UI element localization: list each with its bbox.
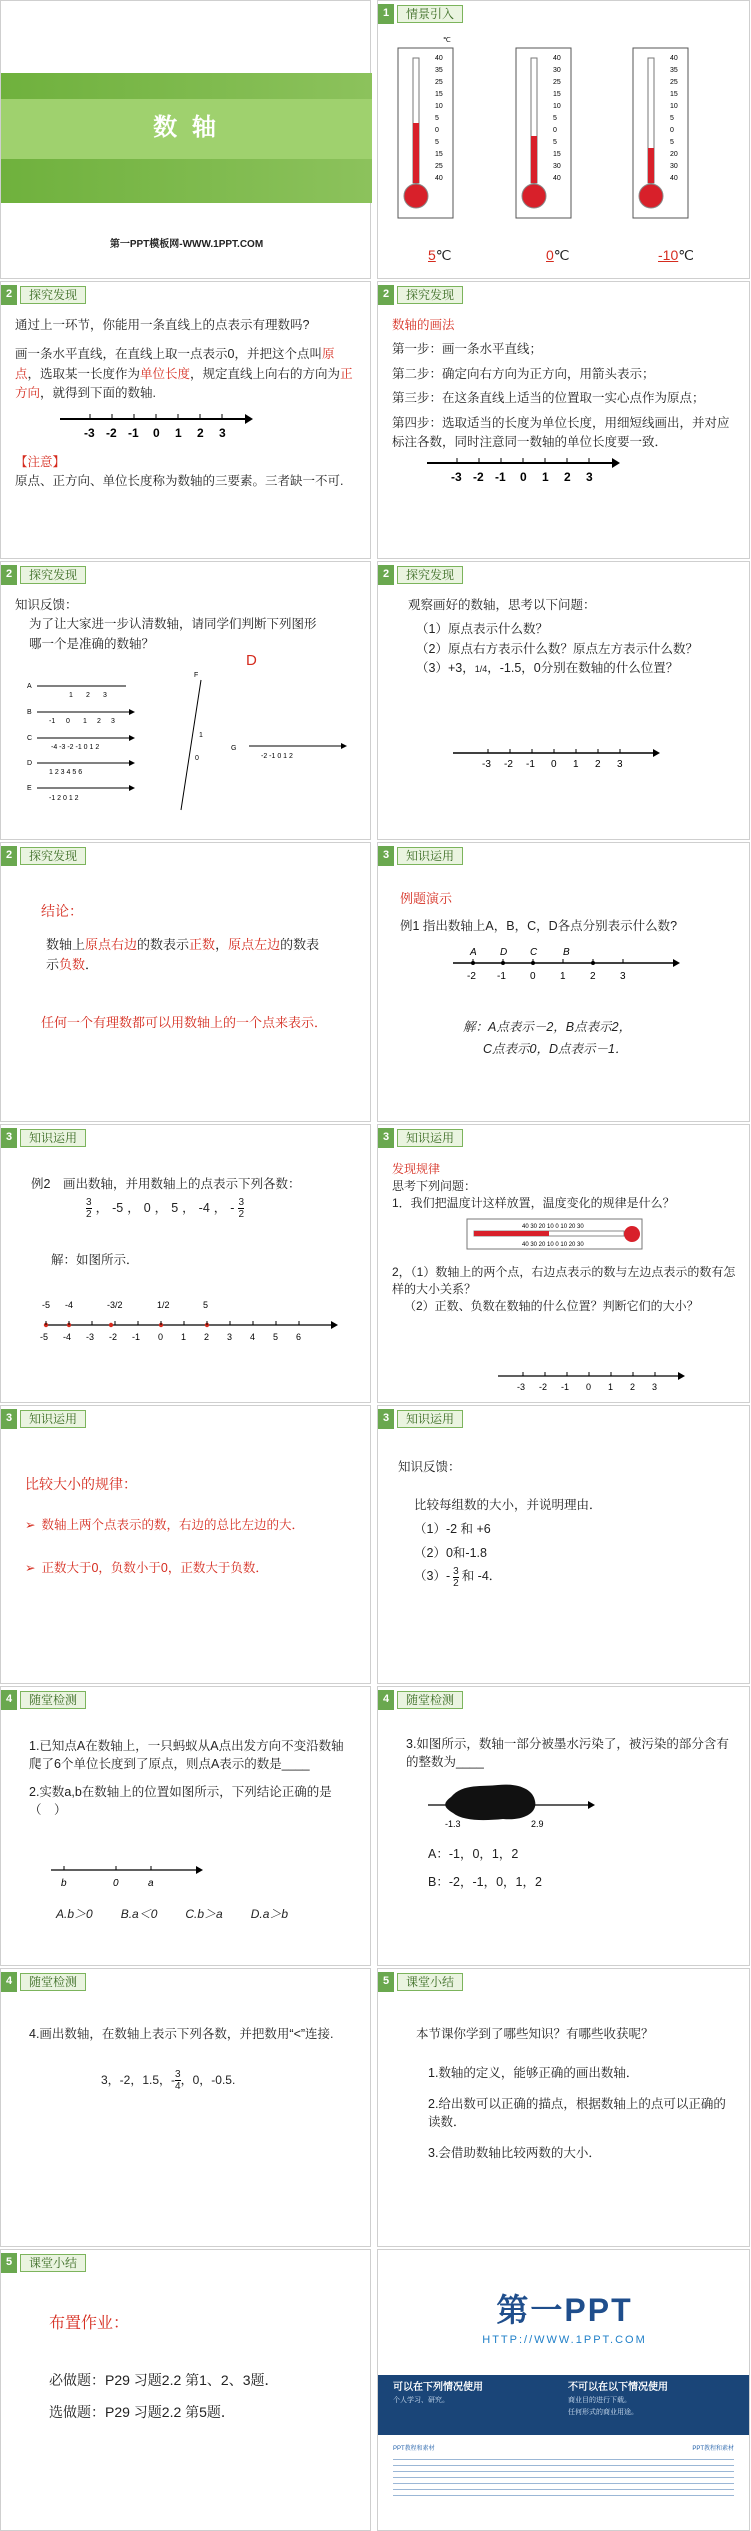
svg-text:35: 35 (435, 67, 443, 74)
label-right: 2.9 (531, 1819, 544, 1829)
tick-label: -2 (467, 971, 476, 982)
svg-text:25: 25 (435, 163, 443, 170)
point-2: 2.给出数可以正确的描点，根据数轴上的点可以正确的读数． (428, 2096, 726, 2130)
unit-label: ℃ (443, 37, 451, 44)
tick-label: 2 (590, 971, 596, 982)
brand-url[interactable]: HTTP://WWW.1PPT.COM (482, 2334, 647, 2346)
tick-label: 3 (219, 425, 226, 440)
option-c-label: C (27, 735, 33, 742)
point-1: 1.数轴的定义，能够正确的画出数轴． (428, 2065, 639, 2080)
section-tag: 探究发现 (20, 286, 86, 304)
svg-text:-4 -3 -2 -1 0 1 2: -4 -3 -2 -1 0 1 2 (51, 744, 100, 751)
section-number: 2 (1, 565, 17, 585)
number-line (55, 409, 255, 447)
tick-label: 3 (586, 470, 593, 485)
tick-label: 2 (630, 1382, 636, 1392)
section-number: 2 (1, 846, 17, 866)
tick-label: 0 (520, 470, 527, 485)
intro: 思考下列问题： (392, 1178, 477, 1193)
rule-1: ➢ 数轴上两个点表示的数，右边的总比左边的大． (25, 1518, 304, 1532)
svg-text:25: 25 (670, 79, 678, 86)
section-tag: 随堂检测 (20, 1973, 86, 1991)
cannot-use-2: 任何形式的商业用途。 (568, 2409, 638, 2416)
svg-text:0: 0 (435, 127, 439, 134)
svg-text:1 2 3 4 5 6: 1 2 3 4 5 6 (49, 769, 83, 776)
question: 3.如图所示，数轴一部分被墨水污染了，被污染的部分含有的整数为____ (406, 1737, 729, 1770)
option-f-label: F (194, 672, 199, 679)
tick-label: 3 (652, 1382, 658, 1392)
slide-feedback-2 (377, 1405, 750, 1684)
svg-text:-1: -1 (49, 718, 56, 725)
section-number: 2 (378, 285, 394, 305)
point-label: A (470, 947, 477, 958)
brand-logo: 第一PPT (496, 2292, 633, 2328)
can-use-heading: 可以在下列情况使用 (393, 2382, 483, 2393)
tick-label: 0 (551, 759, 557, 770)
answer-2: C点表示0，D点表示－1． (483, 1042, 628, 1056)
heading: 发现规律 (392, 1162, 441, 1176)
point-label: 1/2 (157, 1300, 170, 1310)
option-a[interactable]: A.b＞0 (56, 1907, 93, 1921)
section-tag: 探究发现 (397, 286, 463, 304)
svg-text:0: 0 (670, 127, 674, 134)
section-tag: 课堂小结 (397, 1973, 463, 1991)
option-g-label: G (231, 745, 237, 752)
tick-label: 3 (620, 971, 626, 982)
heading: 结论： (41, 903, 83, 919)
svg-text:15: 15 (670, 91, 678, 98)
question: 通过上一环节，你能用一条直线上的点表示有理数吗? (15, 318, 310, 332)
section-tag: 知识运用 (397, 1410, 463, 1428)
section-tag: 课堂小结 (20, 2254, 86, 2272)
tick-label: -2 (504, 759, 513, 770)
tick-label: 2 (197, 425, 204, 440)
slide-brand (377, 2249, 750, 2531)
slide-feedback-1 (0, 561, 371, 840)
tick-label: -5 (40, 1332, 49, 1342)
section-tag: 探究发现 (397, 566, 463, 584)
tick-label: -1 (561, 1382, 570, 1392)
svg-text:1: 1 (199, 732, 203, 739)
tick-label: -3 (84, 425, 95, 440)
tick-label: -2 (106, 425, 117, 440)
note-text: 原点、正方向、单位长度称为数轴的三要素。三者缺一不可. (15, 474, 344, 489)
svg-text:5: 5 (553, 139, 557, 146)
section-number: 3 (378, 1128, 394, 1148)
tick-label: 4 (250, 1332, 256, 1342)
tick-label: 1 (608, 1382, 614, 1392)
ink-stained-number-line (423, 1777, 603, 1832)
horizontal-thermometer (462, 1215, 662, 1255)
section-tag: 知识运用 (397, 1129, 463, 1147)
svg-text:40: 40 (553, 175, 561, 182)
q2: （2）原点右方表示什么数？原点左方表示什么数？ (416, 641, 698, 656)
point-label: 5 (203, 1300, 209, 1310)
svg-text:1: 1 (83, 718, 87, 725)
section-tag: 探究发现 (20, 566, 86, 584)
svg-text:40 30 20 10 0 10 20 30: 40 30 20 10 0 10 20 30 (522, 1242, 584, 1249)
cannot-use-heading: 不可以在以下情况使用 (568, 2382, 668, 2393)
svg-text:40: 40 (553, 55, 561, 62)
number-line (46, 1862, 206, 1898)
note-label: 【注意】 (15, 454, 66, 469)
slide-title (0, 0, 371, 279)
tick-label: 3 (227, 1332, 233, 1342)
svg-text:15: 15 (435, 151, 443, 158)
question: 为了让大家进一步认清数轴，请同学们判断下列图形哪一个是准确的数轴？ (29, 617, 317, 651)
section-tag: 随堂检测 (397, 1691, 463, 1709)
optional-homework: 选做题：P29 习题2.2 第5题． (49, 2404, 235, 2420)
svg-text:-2 -1 0 1 2: -2 -1 0 1 2 (261, 753, 293, 760)
number-line (448, 747, 668, 777)
tick-label: -4 (63, 1332, 72, 1342)
temp-reading-2: 0℃ (546, 247, 570, 263)
rule-2: ➢ 正数大于0，负数小于0，正数大于负数． (25, 1561, 268, 1575)
heading: 知识反馈： (398, 1460, 461, 1474)
options (56, 1905, 288, 1924)
temp-reading-1: 5℃ (428, 247, 452, 263)
tick-label: -3 (451, 470, 462, 485)
section-tag: 随堂检测 (20, 1691, 86, 1709)
svg-text:0: 0 (66, 718, 70, 725)
slide-summary (377, 1968, 750, 2247)
heading: 布置作业： (49, 2315, 130, 2332)
tick-label: -1 (495, 470, 506, 485)
svg-text:35: 35 (670, 67, 678, 74)
point-label: C (530, 947, 538, 958)
slide-title-text: 数 轴 (153, 114, 220, 141)
svg-text:25: 25 (435, 79, 443, 86)
answer-1: 解：A点表示－2，B点表示2， (463, 1020, 632, 1034)
svg-text:10: 10 (435, 103, 443, 110)
svg-text:15: 15 (553, 91, 561, 98)
tick-label: -2 (109, 1332, 118, 1342)
svg-text:40 30 20 10 0 10 20 30: 40 30 20 10 0 10 20 30 (522, 1224, 584, 1231)
conclusion-1: 数轴上原点右边的数表示正数，原点左边的数表示负数． (46, 937, 320, 973)
option-d-label: D (27, 760, 33, 767)
axis-options-figure (11, 672, 371, 832)
point-label: b (61, 1878, 67, 1889)
svg-text:40: 40 (670, 55, 678, 62)
step-3: 第三步：在这条直线上适当的位置取一实心点作为原点； (392, 391, 705, 406)
svg-text:2: 2 (86, 692, 90, 699)
svg-text:15: 15 (435, 91, 443, 98)
section-number: 4 (378, 1690, 394, 1710)
svg-text:20: 20 (670, 151, 678, 158)
section-number: 3 (1, 1128, 17, 1148)
svg-text:30: 30 (670, 163, 678, 170)
thermometer-1 (398, 37, 453, 218)
conclusion-2: 任何一个有理数都可以用数轴上的一个点来表示． (41, 1015, 328, 1030)
section-number: 5 (1, 2253, 17, 2273)
step-1: 第一步：画一条水平直线； (392, 342, 543, 357)
svg-text:5: 5 (670, 115, 674, 122)
section-tag: 知识运用 (20, 1410, 86, 1428)
item-3: （3）- 3 2 和 -4． (414, 1565, 502, 1589)
tick-label: 0 (153, 425, 160, 440)
definition: 画一条水平直线，在直线上取一点表示0，并把这个点叫原点，选取某一长度作为单位长度，规定直线上向右的方向为正方向，就得到下面的数轴. (15, 347, 353, 401)
tick-label: -1 (128, 425, 139, 440)
tick-label: -3 (517, 1382, 526, 1392)
q3: （3）+3，1/4，-1.5，0分别在数轴的什么位置？ (416, 661, 679, 676)
section-number: 3 (378, 1409, 394, 1429)
tick-label: 1 (573, 759, 579, 770)
svg-text:3: 3 (111, 718, 115, 725)
svg-text:5: 5 (553, 115, 557, 122)
svg-text:5: 5 (435, 139, 439, 146)
label-left: -1.3 (445, 1819, 461, 1829)
svg-text:30: 30 (553, 163, 561, 170)
option-b-label: B (27, 709, 32, 716)
question: 例2 画出数轴，并用数轴上的点表示下列各数： (31, 1177, 301, 1191)
tick-label: 3 (617, 759, 623, 770)
tick-label: 1 (175, 425, 182, 440)
option-b[interactable]: B.a＜0 (120, 1907, 158, 1921)
svg-text:30: 30 (553, 67, 561, 74)
tick-label: -2 (473, 470, 484, 485)
slide-example-1 (377, 842, 750, 1122)
intro: 观察画好的数轴，思考以下问题： (408, 598, 596, 612)
option-b[interactable]: B：-2，-1，0，1，2 (428, 1875, 542, 1889)
tick-label: 2 (595, 759, 601, 770)
slide-explore-3 (377, 561, 750, 840)
q1: 1．我们把温度计这样放置，温度变化的规律是什么？ (392, 1195, 675, 1210)
point-label: B (563, 947, 570, 958)
cannot-use-1: 商业目的进行下载。 (568, 2397, 631, 2404)
point-label: D (500, 947, 508, 958)
slide-rules-discovery (377, 1124, 750, 1403)
solution: 解：如图所示． (51, 1253, 139, 1267)
slide-quiz-1 (0, 1686, 371, 1966)
svg-text:3: 3 (103, 692, 107, 699)
tick-label: -1 (132, 1332, 141, 1342)
tick-label: -3 (86, 1332, 95, 1342)
tick-label: 2 (204, 1332, 210, 1342)
tick-label: 1 (542, 470, 549, 485)
point-label: -5 (42, 1300, 51, 1310)
number-line (493, 1370, 693, 1396)
tick-label: 0 (530, 971, 536, 982)
tick-label: -1 (497, 971, 506, 982)
thermometer-2 (516, 48, 571, 218)
answer: D (246, 652, 257, 669)
section-tag: 知识运用 (20, 1129, 86, 1147)
tick-label: 1 (181, 1332, 187, 1342)
question: 比较每组数的大小，并说明理由． (414, 1498, 602, 1512)
svg-text:5: 5 (670, 139, 674, 146)
number-line (41, 1290, 361, 1360)
tick-label: -1 (526, 759, 535, 770)
number-list: 3 2 ， -5 ， 0 ， 5 ， -4 ， - 3 2 (86, 1197, 245, 1220)
tick-label: -3 (482, 759, 491, 770)
section-tag: 探究发现 (20, 847, 86, 865)
section-number: 1 (378, 4, 394, 24)
slide-quiz-2 (377, 1686, 750, 1966)
heading: 知识反馈： (15, 598, 78, 612)
option-e-label: E (27, 785, 32, 792)
svg-text:40: 40 (435, 175, 443, 182)
option-a[interactable]: A：-1，0，1，2 (428, 1847, 519, 1861)
link-list: PPT教程和素材 PPT教程和素材 (393, 2445, 734, 2520)
point-marker (109, 1323, 113, 1327)
svg-text:2: 2 (97, 718, 101, 725)
q2: 2，（1）数轴上的两个点，右边点表示的数与左边点表示的数有怎样的大小关系？ (392, 1265, 736, 1296)
tick-label: 5 (273, 1332, 279, 1342)
tick-label: 6 (296, 1332, 302, 1342)
question: 本节课你学到了哪些知识？有哪些收获呢？ (416, 2027, 654, 2041)
point-3: 3.会借助数轴比较两数的大小． (428, 2146, 601, 2160)
section-tag: 知识运用 (397, 847, 463, 865)
tick-label: 0 (586, 1382, 592, 1392)
svg-text:40: 40 (670, 175, 678, 182)
svg-text:-1 2 0 1 2: -1 2 0 1 2 (49, 795, 79, 802)
option-d[interactable]: D.a＞b (250, 1907, 289, 1921)
step-2: 第二步：确定向右方向为正方向，用箭头表示； (392, 366, 655, 381)
point-label: 0 (113, 1878, 119, 1889)
section-number: 4 (1, 1690, 17, 1710)
section-number: 2 (1, 285, 17, 305)
slide-subtitle: 第一PPT模板网-WWW.1PPT.COM (109, 239, 264, 250)
point-label: -4 (65, 1300, 74, 1310)
slide-compare-rules (0, 1405, 371, 1684)
slide-conclusion (0, 842, 371, 1122)
slide-quiz-3 (0, 1968, 371, 2247)
thermometer-figure (378, 26, 751, 276)
temp-reading-3: -10℃ (658, 247, 694, 263)
slide-explore-2 (377, 281, 750, 559)
point-label: a (148, 1878, 154, 1889)
svg-text:0: 0 (195, 755, 199, 762)
option-a-label: A (27, 683, 32, 690)
slide-thermometers (377, 0, 750, 279)
number-line (448, 943, 688, 993)
question: 例1 指出数轴上A，B，C，D各点分别表示什么数? (400, 919, 678, 933)
svg-text:25: 25 (553, 79, 561, 86)
point-label: -3/2 (107, 1300, 123, 1310)
section-number: 3 (378, 846, 394, 866)
section-number: 2 (378, 565, 394, 585)
section-tag: 情景引入 (397, 5, 463, 23)
tick-label: 2 (564, 470, 571, 485)
number-line (422, 457, 622, 487)
svg-text:5: 5 (435, 115, 439, 122)
item-2: （2）0和-1.8 (414, 1545, 487, 1560)
question: 4.画出数轴，在数轴上表示下列各数，并把数用“<”连接. (29, 2027, 334, 2041)
question-1: 1.已知点A在数轴上，一只蚂蚁从A点出发方向不变沿数轴爬了6个单位长度到了原点，则点A表示的数是____ (29, 1739, 344, 1772)
q3: （2）正数、负数在数轴的什么位置？判断它们的大小？ (404, 1298, 699, 1313)
heading: 例题演示 (400, 891, 453, 906)
item-1: （1）-2 和 +6 (414, 1521, 491, 1536)
tick-label: -2 (539, 1382, 548, 1392)
heading: 比较大小的规律： (25, 1476, 137, 1492)
tick-label: 1 (560, 971, 566, 982)
slide-explore-1 (0, 281, 371, 559)
number-list: 3，-2，1.5，- 3 4 ，0，-0.5. (101, 2069, 236, 2092)
thermometer-3 (633, 48, 688, 218)
svg-text:0: 0 (553, 127, 557, 134)
required-homework: 必做题：P29 习题2.2 第1、2、3题． (49, 2372, 279, 2388)
section-number: 3 (1, 1409, 17, 1429)
svg-text:10: 10 (670, 103, 678, 110)
tick-label: 0 (158, 1332, 164, 1342)
section-number: 4 (1, 1972, 17, 1992)
slide-example-2 (0, 1124, 371, 1403)
step-4: 第四步：选取适当的长度为单位长度，用细短线画出，并对应标注各数，同时注意同一数轴的单位长度要一致． (392, 415, 730, 449)
svg-text:40: 40 (435, 55, 443, 62)
section-number: 5 (378, 1972, 394, 1992)
heading: 数轴的画法 (392, 318, 455, 332)
svg-text:10: 10 (553, 103, 561, 110)
svg-text:15: 15 (553, 151, 561, 158)
slide-homework (0, 2249, 371, 2531)
option-c[interactable]: C.b＞a (185, 1907, 223, 1921)
svg-text:1: 1 (69, 692, 73, 699)
question-2: 2.实数a,b在数轴上的位置如图所示，下列结论正确的是（ ） (29, 1785, 332, 1818)
can-use-1: 个人学习、研究。 (393, 2397, 449, 2404)
q1: （1）原点表示什么数？ (416, 622, 548, 637)
